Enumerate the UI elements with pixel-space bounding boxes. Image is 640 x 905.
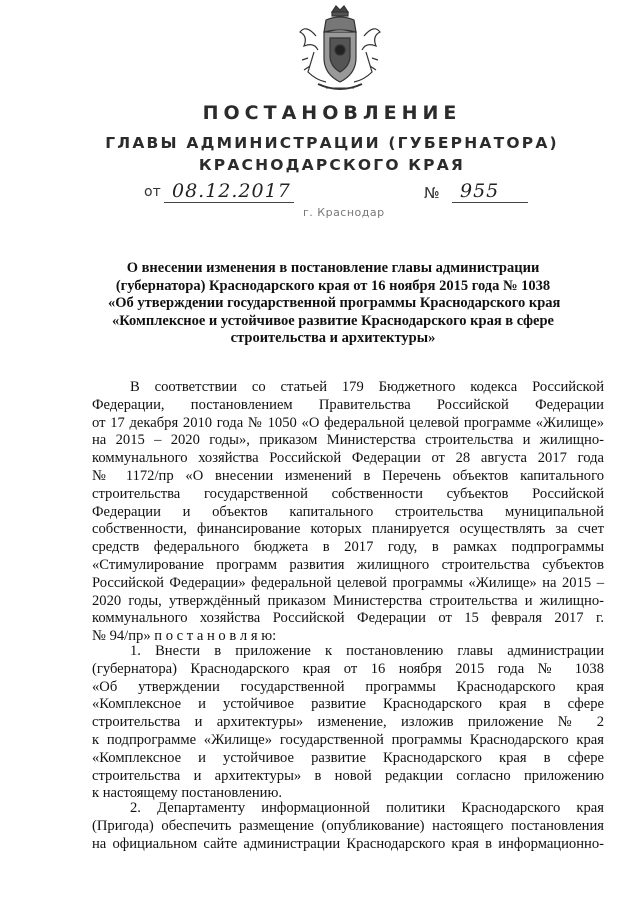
number-field <box>452 180 528 203</box>
title-line: «Об утверждении государственной программы Краснодарского края <box>108 295 561 311</box>
text-line: коммунального хозяйства Российской Федерации от 28 августа 2017 года <box>92 450 604 467</box>
text-line: на 2015 – 2020 годы», приказом Министерства строительства и жилищно- <box>92 432 604 449</box>
text-line: 2. Департаменту информационной политики Краснодарского края <box>130 800 604 816</box>
text-line: к подпрограмме «Жилище» государственной программы Краснодарского края <box>92 731 604 748</box>
coat-of-arms-icon <box>296 2 384 98</box>
text-line: 2020 годы, утверждённый приказом Министерства строительства и жилищно- <box>92 592 604 609</box>
paragraph-item-2 <box>92 800 604 853</box>
number-prefix: № <box>424 184 440 202</box>
text-line: строительства и архитектуры» изменение, изложив приложение № 2 <box>92 714 604 731</box>
text-line: № 94/пр» п о с т а н о в л я ю: <box>92 628 277 645</box>
date-field <box>164 180 294 203</box>
text-line: «Об утверждении государственной программы Краснодарского края <box>92 678 604 695</box>
text-line: средств федерального бюджета в 2017 году, в рамках подпрограммы <box>92 539 604 556</box>
text-line: «Комплексное и устойчивое развитие Краснодарского края в сфере <box>92 749 604 766</box>
date-value: 08.12.2017 <box>172 180 291 202</box>
text-line: строительства государственной собственности субъектов Российской <box>92 485 604 502</box>
title-line: О внесении изменения в постановление главы администрации <box>126 260 540 276</box>
text-line: Федерации, постановлением Правительства Российской Федерации <box>92 396 604 413</box>
document-type-heading: ПОСТАНОВЛЕНИЕ <box>202 102 462 124</box>
number-value: 955 <box>460 180 500 202</box>
text-line: (Пригода) обеспечить размещение (опубликование) настоящего постановления <box>92 817 604 834</box>
title-line: строительства и архитектуры» <box>230 330 436 346</box>
issuer-heading-line2: КРАСНОДАРСКОГО КРАЯ <box>198 156 466 174</box>
paragraph-preamble <box>92 379 604 646</box>
text-line: 1. Внести в приложение к постановлению главы администрации <box>130 643 604 659</box>
text-line: от 17 декабря 2010 года № 1050 «О федеральной целевой программе «Жилище» <box>92 414 604 431</box>
text-line: Российской Федерации» федеральной целевой программы «Жилище» на 2015 – <box>92 574 604 591</box>
paragraph-item-1 <box>92 643 604 803</box>
title-line: (губернатора) Краснодарского края от 16 ноября 2015 года № 1038 <box>115 277 551 294</box>
text-line: коммунального хозяйства Российской Федерации от 15 февраля 2017 г. <box>92 610 604 627</box>
text-line: к настоящему постановлению. <box>92 785 283 802</box>
text-line: № 1172/пр «О внесении изменений в Перечень объектов капитального <box>92 467 604 484</box>
date-prefix: от <box>144 184 161 200</box>
text-line: на официальном сайте администрации Краснодарского края в информационно- <box>92 835 604 852</box>
text-line: строительства и архитектуры» в новой редакции согласно приложению <box>92 767 604 784</box>
title-line: «Комплексное и устойчивое развитие Краснодарского края в сфере <box>112 312 554 329</box>
text-line: В соответствии со статьей 179 Бюджетного кодекса Российской <box>130 379 604 395</box>
document-title <box>108 260 561 348</box>
issuer-heading-line1: ГЛАВЫ АДМИНИСТРАЦИИ (ГУБЕРНАТОРА) <box>105 134 559 152</box>
text-line: Федерации и объектов капитального строительства муниципальной <box>92 503 604 520</box>
city-label: г. Краснодар <box>303 206 385 219</box>
text-line: «Стимулирование программ развития жилищного строительства субъектов <box>92 556 604 573</box>
text-line: «Комплексное и устойчивое развитие Краснодарского края в сфере <box>92 696 604 713</box>
text-line: (губернатора) Краснодарского края от 16 ноября 2015 года № 1038 <box>92 660 604 677</box>
text-line: собственности, финансирование которых планируется осуществлять за счет <box>92 521 604 538</box>
